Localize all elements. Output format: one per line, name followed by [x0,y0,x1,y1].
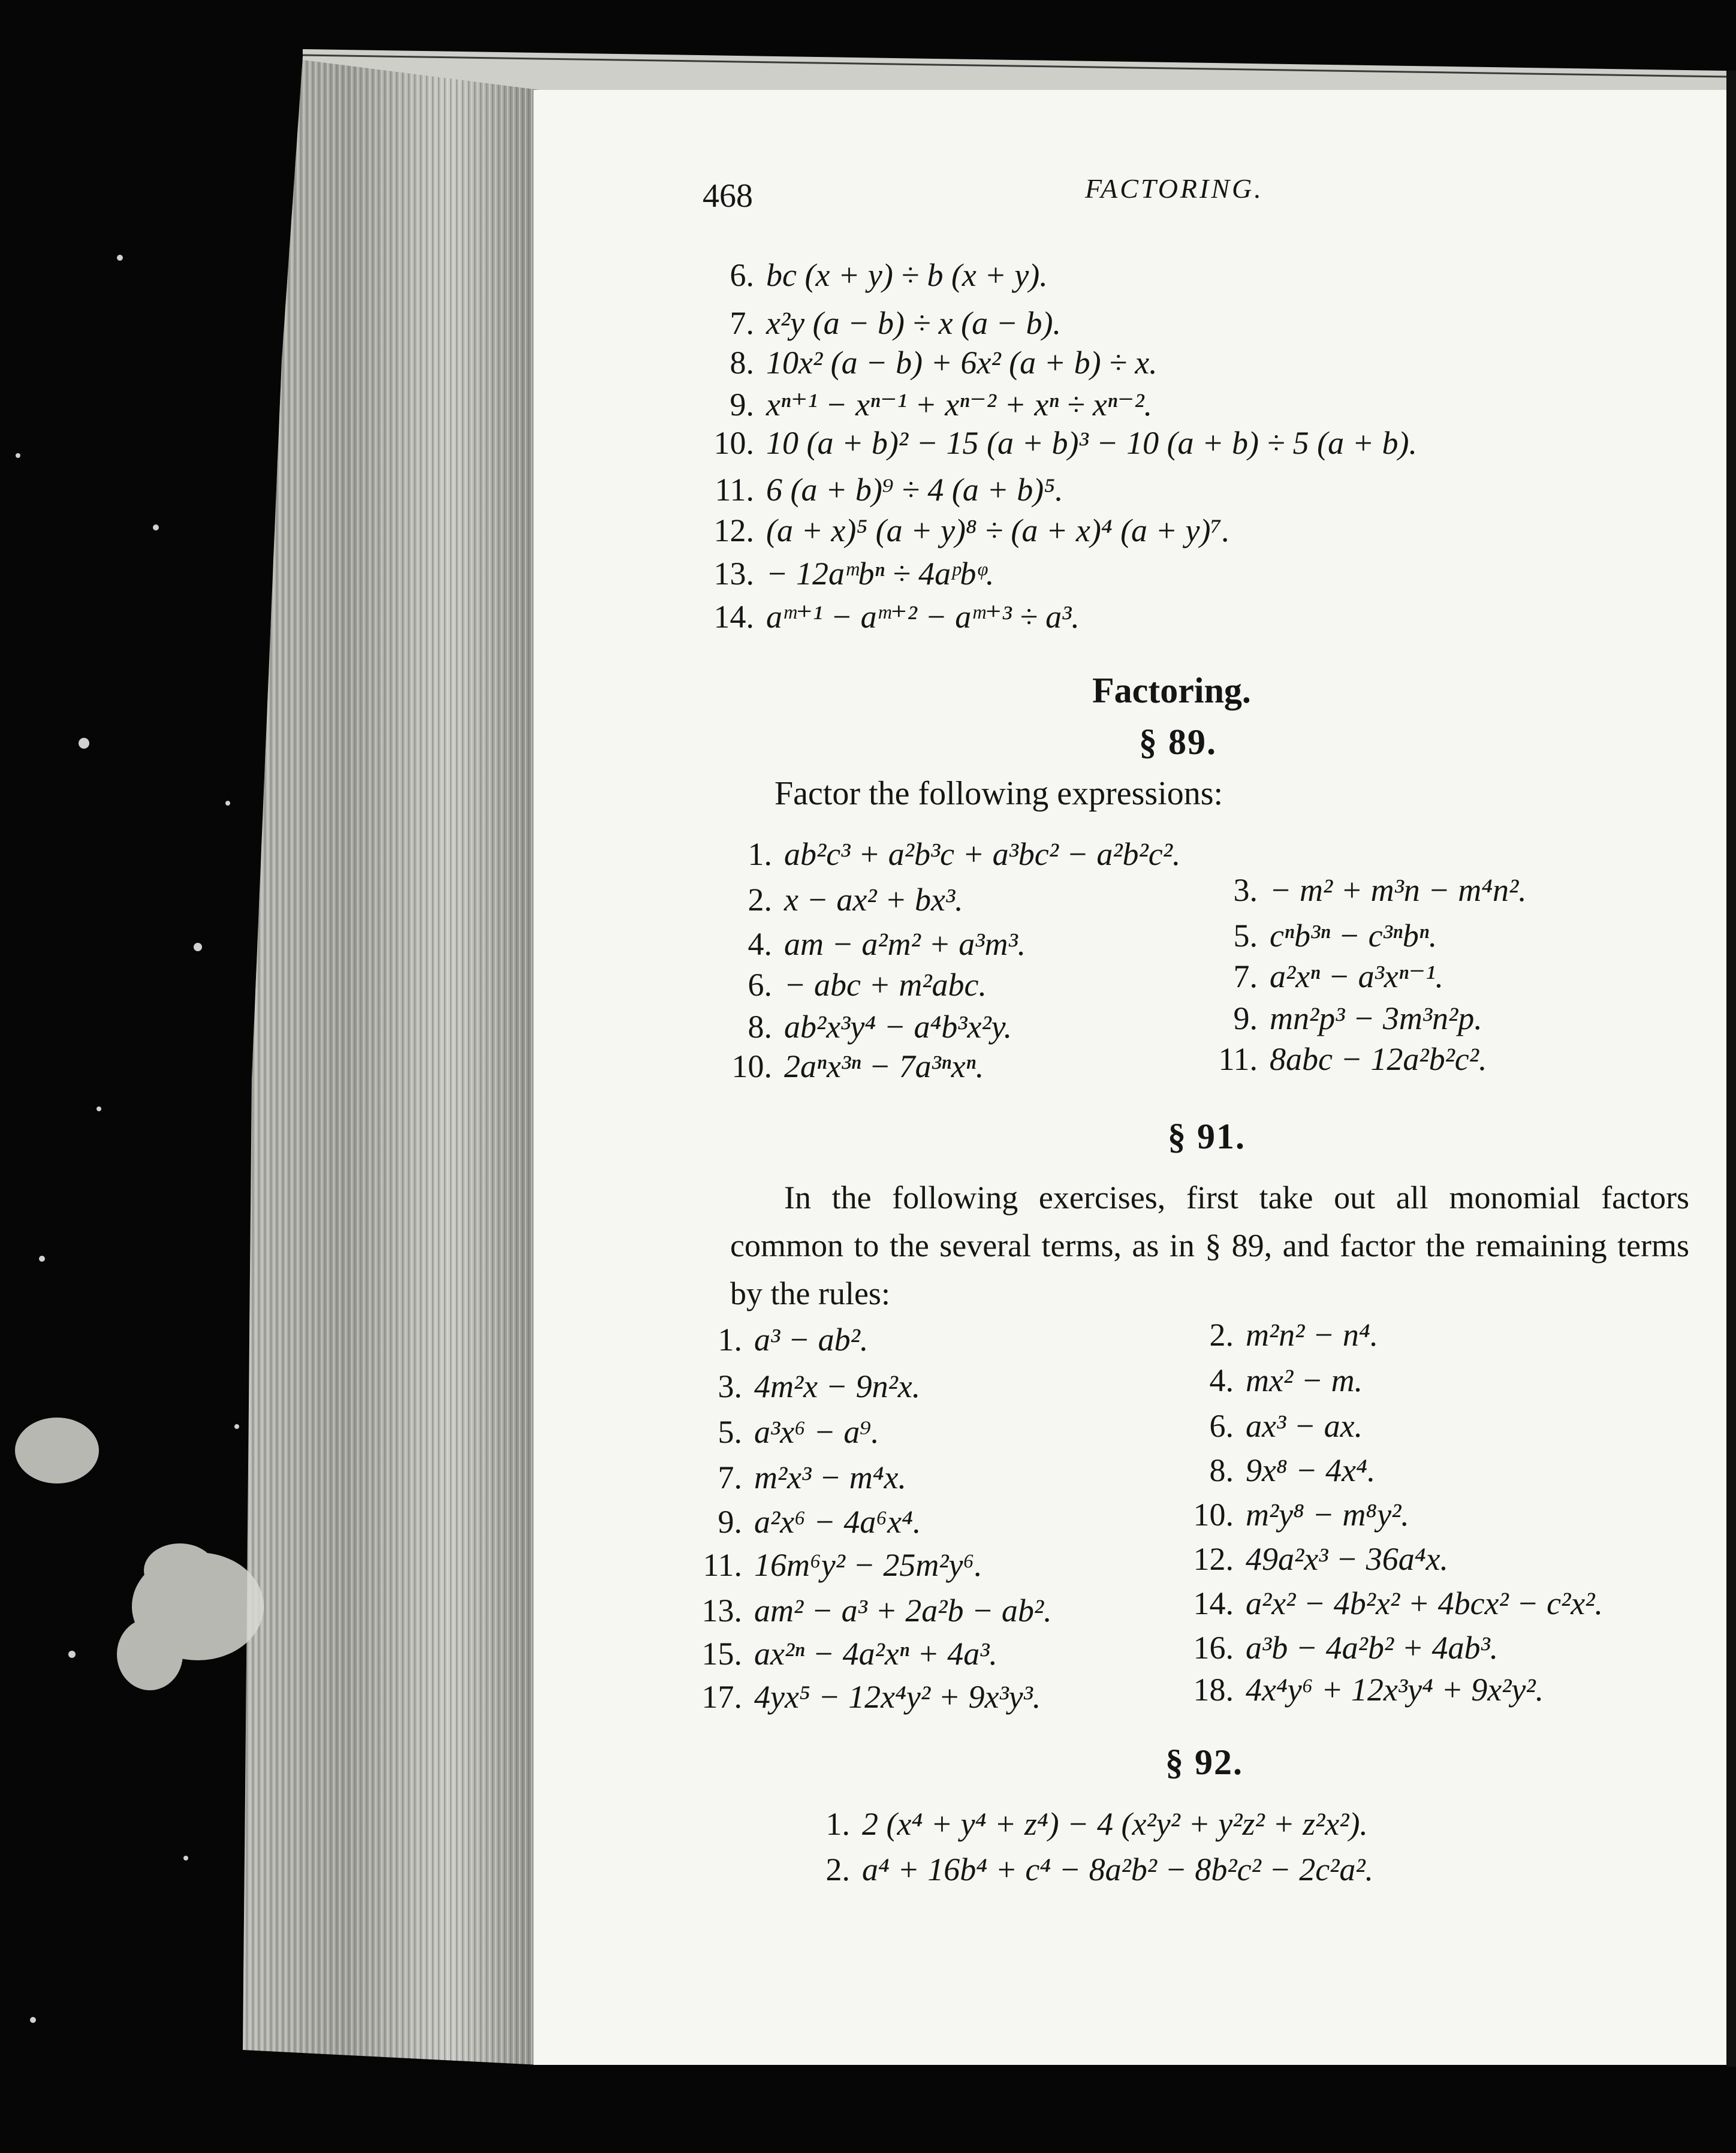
section-91-heading: § 91. [1168,1117,1246,1156]
list-item: 6. bc (x + y) ÷ b (x + y). [730,257,1048,293]
section-title: Factoring. [1092,671,1251,710]
list-item: 7. m²x³ − m⁴x. [718,1460,907,1495]
list-item: 6. ax³ − ax. [1209,1408,1363,1444]
list-item: 15. ax²ⁿ − 4a²xⁿ + 4a³. [701,1636,997,1672]
list-item: 2. x − ax² + bx³. [748,882,963,918]
list-item: 13. − 12aᵐbⁿ ÷ 4aᵖbᵠ. [713,556,994,592]
list-item: 9. mn²p³ − 3m³n²p. [1233,1000,1482,1036]
list-item: 2. a⁴ + 16b⁴ + c⁴ − 8a²b² − 8b²c² − 2c²a². [825,1852,1374,1887]
list-item: 10. 10 (a + b)² − 15 (a + b)³ − 10 (a + b) ÷ 5 (a + b). [713,425,1418,461]
list-item: 6. − abc + m²abc. [748,967,987,1003]
running-title: FACTORING. [1085,173,1264,204]
list-item: 4. am − a²m² + a³m³. [748,926,1026,962]
page-number: 468 [703,177,753,215]
list-item: 10. 2aⁿx³ⁿ − 7a³ⁿxⁿ. [731,1048,984,1084]
list-item: 11. 8abc − 12a²b²c². [1218,1041,1487,1077]
list-item: 16. a³b − 4a²b² + 4ab³. [1193,1630,1499,1666]
list-item: 5. a³x⁶ − a⁹. [718,1414,879,1450]
list-item: 8. ab²x³y⁴ − a⁴b³x²y. [748,1009,1012,1045]
list-item: 11. 16m⁶y² − 25m²y⁶. [703,1547,982,1583]
list-item: 10. m²y⁸ − m⁸y². [1193,1497,1409,1533]
list-item: 9. xⁿ⁺¹ − xⁿ⁻¹ + xⁿ⁻² + xⁿ ÷ xⁿ⁻². [730,387,1153,423]
list-item: 18. 4x⁴y⁶ + 12x³y⁴ + 9x²y². [1193,1672,1544,1708]
list-item: 2. m²n² − n⁴. [1209,1317,1379,1353]
section-89-heading: § 89. [1139,722,1217,762]
list-item: 13. am² − a³ + 2a²b − ab². [701,1593,1052,1629]
list-item: 11. 6 (a + b)⁹ ÷ 4 (a + b)⁵. [715,472,1063,508]
list-item: 1. ab²c³ + a²b³c + a³bc² − a²b²c². [748,836,1181,872]
list-item: 9. a²x⁶ − 4a⁶x⁴. [718,1504,921,1540]
list-item: 3. − m² + m³n − m⁴n². [1233,872,1527,908]
list-item: 12. 49a²x³ − 36a⁴x. [1193,1541,1449,1577]
section-89-intro: Factor the following expressions: [774,775,1223,812]
list-item: 8. 9x⁸ − 4x⁴. [1209,1452,1376,1488]
section-92-heading: § 92. [1165,1742,1243,1782]
list-item: 14. aᵐ⁺¹ − aᵐ⁺² − aᵐ⁺³ ÷ a³. [713,599,1080,635]
list-item: 7. a²xⁿ − a³xⁿ⁻¹. [1233,958,1443,994]
list-item: 3. 4m²x − 9n²x. [718,1368,921,1404]
list-item: 7. x²y (a − b) ÷ x (a − b). [730,305,1062,341]
list-item: 17. 4yx⁵ − 12x⁴y² + 9x³y³. [701,1679,1041,1715]
list-item: 4. mx² − m. [1209,1362,1363,1398]
list-item: 1. a³ − ab². [718,1322,869,1358]
list-item: 14. a²x² − 4b²x² + 4bcx² − c²x². [1193,1585,1603,1621]
list-item: 1. 2 (x⁴ + y⁴ + z⁴) − 4 (x²y² + y²z² + z²x²). [825,1806,1368,1842]
list-item: 8. 10x² (a − b) + 6x² (a + b) ÷ x. [730,345,1158,381]
list-item: 12. (a + x)⁵ (a + y)⁸ ÷ (a + x)⁴ (a + y)⁷. [713,512,1230,548]
section-91-paragraph: In the following exercises, first take out all monomial factors common to the several terms, as in § 89, and factor the remaining terms by the rules: [730,1180,1689,1311]
list-item: 5. cⁿb³ⁿ − c³ⁿbⁿ. [1233,918,1437,954]
